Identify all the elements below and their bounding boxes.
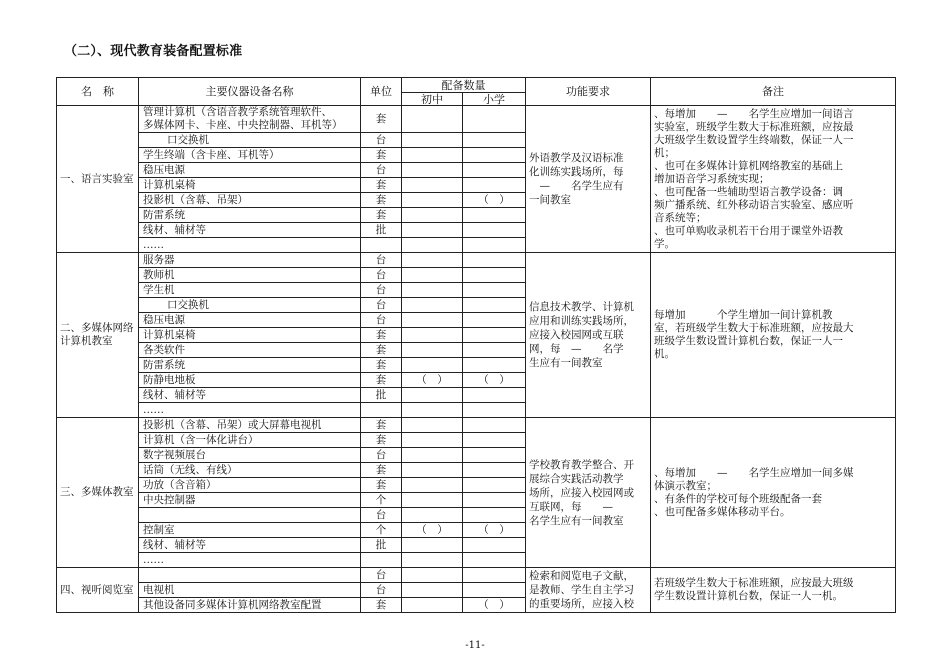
remark-line: 、每增加 — 名学生应增加一间语言 — [654, 107, 854, 120]
junior-quantity-cell — [402, 313, 463, 328]
primary-quantity-cell — [463, 223, 526, 238]
primary-quantity-cell — [463, 388, 526, 403]
junior-quantity-cell — [402, 493, 463, 508]
remark-line: 、也可配备一些辅助型语言教学设备：调 — [654, 185, 843, 198]
equipment-item-line: 中央控制器 — [143, 493, 196, 506]
unit-cell: 台 — [361, 253, 402, 268]
remark-line: 每增加 个学生增加一间计算机教 — [654, 309, 833, 321]
header-function: 功能要求 — [526, 78, 651, 106]
equipment-item — [139, 403, 361, 418]
primary-quantity-cell — [463, 133, 526, 148]
primary-quantity-cell: （ ） — [463, 193, 526, 208]
primary-quantity-cell — [463, 268, 526, 283]
unit-cell: 台 — [361, 508, 402, 523]
header-junior: 初中 — [402, 93, 463, 106]
primary-quantity-cell — [463, 508, 526, 523]
unit-cell: 套 — [361, 598, 402, 613]
equipment-item — [139, 298, 361, 313]
unit-cell: 台 — [361, 298, 402, 313]
remark-line: 、也可配备多媒体移动平台。 — [654, 505, 791, 518]
junior-quantity-cell — [402, 448, 463, 463]
equipment-item-line: 防雷系统 — [143, 208, 185, 221]
junior-quantity-cell — [402, 508, 463, 523]
primary-quantity-cell: （ ） — [463, 598, 526, 613]
unit-cell: 台 — [361, 268, 402, 283]
junior-quantity-cell — [402, 328, 463, 343]
unit-cell: 套 — [361, 208, 402, 223]
unit-cell: 台 — [361, 283, 402, 298]
remark-line: 班级学生数设置计算机台数，保证一人一 — [654, 335, 843, 347]
junior-quantity-cell — [402, 238, 463, 253]
equipment-item — [139, 238, 361, 253]
header-quantity: 配备数量 — [402, 78, 526, 93]
function-line: 场所，应接入校园网或 — [529, 486, 634, 499]
primary-quantity-cell — [463, 583, 526, 598]
unit-cell: 套 — [361, 178, 402, 193]
header-primary: 小学 — [463, 93, 526, 106]
remark-line: 、有条件的学校可每个班级配备一套 — [654, 492, 822, 505]
primary-quantity-cell — [463, 298, 526, 313]
unit-cell: 套 — [361, 148, 402, 163]
unit-cell: 台 — [361, 448, 402, 463]
equipment-item-line: 投影机（含幕、吊架） — [143, 193, 248, 206]
unit-cell: 台 — [361, 583, 402, 598]
equipment-item-line: 话筒（无线、有线） — [143, 463, 238, 476]
junior-quantity-cell — [402, 358, 463, 373]
primary-quantity-cell — [463, 568, 526, 583]
function-requirement — [526, 568, 651, 613]
equipment-item-line: 管理计算机（含语音教学系统管理软件、 — [143, 106, 332, 118]
primary-quantity-cell — [463, 433, 526, 448]
unit-cell: 套 — [361, 343, 402, 358]
equipment-item-line: 线材、辅材等 — [143, 223, 206, 236]
equipment-item-line: 线材、辅材等 — [143, 538, 206, 551]
equipment-item — [139, 583, 361, 598]
table-body — [57, 106, 896, 613]
remark-line: 机； — [654, 146, 675, 159]
equipment-item — [139, 568, 361, 583]
junior-quantity-cell — [402, 598, 463, 613]
primary-quantity-cell — [463, 493, 526, 508]
unit-cell: 批 — [361, 223, 402, 238]
junior-quantity-cell — [402, 343, 463, 358]
header-unit: 单位 — [361, 78, 402, 106]
equipment-item-line: 服务器 — [143, 253, 175, 266]
equipment-item-line: 口交换机 — [167, 133, 209, 146]
page-heading: （二）、现代教育装备配置标准 — [64, 44, 243, 59]
section-name: 一、语言实验室 — [57, 106, 139, 253]
primary-quantity-cell — [463, 283, 526, 298]
unit-cell: 个 — [361, 493, 402, 508]
unit-cell — [361, 553, 402, 568]
equipment-item — [139, 448, 361, 463]
junior-quantity-cell — [402, 418, 463, 433]
unit-cell: 套 — [361, 106, 402, 133]
junior-quantity-cell — [402, 163, 463, 178]
primary-quantity-cell — [463, 448, 526, 463]
primary-quantity-cell — [463, 343, 526, 358]
function-line: 信息技术教学、计算机 — [529, 301, 634, 313]
equipment-item — [139, 208, 361, 223]
junior-quantity-cell — [402, 223, 463, 238]
function-line: 是教师、学生自主学习 — [529, 584, 634, 596]
remark-line: 音系统等； — [654, 211, 707, 224]
primary-quantity-cell — [463, 148, 526, 163]
equipment-item-line: 投影机（含幕、吊架）或大屏幕电视机 — [143, 418, 322, 431]
remark-line: 、每增加 — 名学生应增加一间多媒 — [654, 466, 854, 479]
unit-cell: 台 — [361, 313, 402, 328]
equipment-item — [139, 163, 361, 178]
junior-quantity-cell — [402, 388, 463, 403]
section-name: 二、多媒体网络计算机教室 — [57, 253, 139, 418]
primary-quantity-cell — [463, 553, 526, 568]
header-name: 名 称 — [57, 78, 139, 106]
equipment-item-line: 计算机桌椅 — [143, 178, 196, 191]
equipment-item — [139, 283, 361, 298]
equipment-item — [139, 328, 361, 343]
table-row — [57, 106, 896, 133]
primary-quantity-cell — [463, 208, 526, 223]
primary-quantity-cell: （ ） — [463, 373, 526, 388]
unit-cell: 套 — [361, 373, 402, 388]
junior-quantity-cell — [402, 433, 463, 448]
remark-line: 学。 — [654, 237, 675, 250]
unit-cell: 批 — [361, 388, 402, 403]
equipment-item — [139, 523, 361, 538]
primary-quantity-cell: （ ） — [463, 523, 526, 538]
equipment-item-line: 其他设备同多媒体计算机网络教室配置 — [143, 598, 322, 611]
equipment-item-line: 计算机桌椅 — [143, 328, 196, 341]
function-line: 化训练实践场所，每 — [529, 166, 624, 178]
equipment-item-line: 控制室 — [143, 523, 175, 536]
equipment-item-line: …… — [143, 553, 164, 566]
equipment-item-line: 功放（含音箱） — [143, 478, 217, 491]
primary-quantity-cell — [463, 358, 526, 373]
equipment-item — [139, 268, 361, 283]
remark-line: 学生数设置计算机台数，保证一人一机。 — [654, 590, 843, 602]
junior-quantity-cell — [402, 268, 463, 283]
table-row — [57, 568, 896, 583]
junior-quantity-cell — [402, 208, 463, 223]
remarks — [651, 418, 896, 568]
unit-cell: 台 — [361, 133, 402, 148]
primary-quantity-cell — [463, 418, 526, 433]
unit-cell: 个 — [361, 523, 402, 538]
equipment-item — [139, 193, 361, 208]
function-line: 应接入校园网或互联 — [529, 329, 624, 341]
unit-cell: 套 — [361, 433, 402, 448]
junior-quantity-cell — [402, 478, 463, 493]
junior-quantity-cell — [402, 283, 463, 298]
function-requirement — [526, 106, 651, 253]
junior-quantity-cell — [402, 133, 463, 148]
function-requirement — [526, 418, 651, 568]
primary-quantity-cell — [463, 106, 526, 133]
equipment-item — [139, 553, 361, 568]
unit-cell: 套 — [361, 193, 402, 208]
junior-quantity-cell: （ ） — [402, 523, 463, 538]
equipment-item-line: 数字视频展台 — [143, 448, 206, 461]
function-line: — 名学生应有 — [529, 180, 624, 192]
junior-quantity-cell: （ ） — [402, 373, 463, 388]
section-name: 三、多媒体教室 — [57, 418, 139, 568]
equipment-item-line: 口交换机 — [167, 298, 209, 311]
junior-quantity-cell — [402, 193, 463, 208]
function-line: 的重要场所，应接入校 — [529, 598, 634, 610]
equipment-item — [139, 223, 361, 238]
primary-quantity-cell — [463, 238, 526, 253]
primary-quantity-cell — [463, 403, 526, 418]
junior-quantity-cell — [402, 568, 463, 583]
unit-cell: 批 — [361, 538, 402, 553]
remark-line: 、也可单购收录机若干台用于课堂外语教 — [654, 224, 843, 237]
equipment-item-line: 计算机（含一体化讲台） — [143, 433, 259, 446]
function-line: 网，每 — 名学 — [529, 343, 624, 355]
equipment-item-line: 防雷系统 — [143, 358, 185, 371]
function-line: 生应有一间教室 — [529, 357, 603, 369]
junior-quantity-cell — [402, 148, 463, 163]
equipment-item — [139, 433, 361, 448]
unit-cell — [361, 238, 402, 253]
unit-cell: 台 — [361, 163, 402, 178]
equipment-item — [139, 148, 361, 163]
equipment-item-line: 学生终端（含卡座、耳机等） — [143, 148, 280, 161]
junior-quantity-cell — [402, 553, 463, 568]
unit-cell: 套 — [361, 418, 402, 433]
unit-cell: 套 — [361, 358, 402, 373]
equipment-item — [139, 418, 361, 433]
equipment-item — [139, 313, 361, 328]
equipment-item — [139, 373, 361, 388]
table-row — [57, 418, 896, 433]
section-name: 四、视听阅览室 — [57, 568, 139, 613]
unit-cell: 套 — [361, 463, 402, 478]
primary-quantity-cell — [463, 313, 526, 328]
equipment-item-line: …… — [143, 238, 164, 251]
unit-cell: 台 — [361, 568, 402, 583]
junior-quantity-cell — [402, 583, 463, 598]
equipment-item-line: …… — [143, 403, 164, 416]
remarks — [651, 253, 896, 418]
equipment-item — [139, 538, 361, 553]
equipment-item — [139, 478, 361, 493]
junior-quantity-cell — [402, 178, 463, 193]
remark-line: 频广播系统、红外移动语言实验室、感应听 — [654, 198, 854, 211]
remark-line: 体演示教室； — [654, 479, 717, 492]
remark-line: 、也可在多媒体计算机网络教室的基础上 — [654, 159, 843, 172]
equipment-item — [139, 388, 361, 403]
remark-line: 大班级学生数设置学生终端数，保证一人一 — [654, 133, 854, 146]
unit-cell: 套 — [361, 328, 402, 343]
junior-quantity-cell — [402, 538, 463, 553]
equipment-standard-table — [56, 77, 896, 613]
primary-quantity-cell — [463, 178, 526, 193]
equipment-item — [139, 358, 361, 373]
function-line: 应用和训练实践场所， — [529, 315, 634, 327]
equipment-item — [139, 463, 361, 478]
function-line: 互联网，每 — — [529, 500, 613, 513]
primary-quantity-cell — [463, 328, 526, 343]
unit-cell — [361, 403, 402, 418]
equipment-item-line: 线材、辅材等 — [143, 388, 206, 401]
remark-line: 增加语音学习系统实现； — [654, 172, 770, 185]
primary-quantity-cell — [463, 538, 526, 553]
equipment-item-line: 教师机 — [143, 268, 175, 281]
remarks — [651, 106, 896, 253]
equipment-item-line: 学生机 — [143, 283, 175, 296]
equipment-item-line: 稳压电源 — [143, 163, 185, 176]
remarks — [651, 568, 896, 613]
equipment-item-line: 稳压电源 — [143, 313, 185, 326]
equipment-item — [139, 178, 361, 193]
function-line: 名学生应有一间教室 — [529, 514, 624, 527]
equipment-item — [139, 493, 361, 508]
equipment-item-line: 各类软件 — [143, 343, 185, 356]
equipment-item — [139, 508, 361, 523]
function-requirement — [526, 253, 651, 418]
equipment-item — [139, 253, 361, 268]
unit-cell: 套 — [361, 478, 402, 493]
function-line: 外语教学及汉语标准 — [529, 152, 624, 164]
remark-line: 实验室，班级学生数大于标准班额，应按最 — [654, 120, 854, 133]
equipment-item — [139, 598, 361, 613]
equipment-item — [139, 106, 361, 133]
header-remarks: 备注 — [651, 78, 896, 106]
equipment-item-line: 多媒体网卡、卡座、中央控制器、耳机等） — [143, 119, 343, 131]
junior-quantity-cell — [402, 253, 463, 268]
junior-quantity-cell — [402, 106, 463, 133]
equipment-item — [139, 343, 361, 358]
function-line: 检索和阅览电子文献， — [529, 570, 634, 582]
equipment-item-line: 防静电地板 — [143, 373, 196, 386]
junior-quantity-cell — [402, 298, 463, 313]
function-line: 学校教育教学整合、开 — [529, 458, 634, 471]
function-line: 一间教室 — [529, 194, 571, 206]
equipment-item — [139, 133, 361, 148]
junior-quantity-cell — [402, 403, 463, 418]
primary-quantity-cell — [463, 253, 526, 268]
header-equipment: 主要仪器设备名称 — [139, 78, 361, 106]
table-row — [57, 253, 896, 268]
remark-line: 室，若班级学生数大于标准班额，应按最大 — [654, 322, 854, 334]
page-number: -11- — [465, 640, 485, 651]
primary-quantity-cell — [463, 163, 526, 178]
junior-quantity-cell — [402, 463, 463, 478]
function-line: 展综合实践活动教学 — [529, 472, 624, 485]
equipment-item-line: 电视机 — [143, 583, 175, 596]
primary-quantity-cell — [463, 463, 526, 478]
remark-line: 若班级学生数大于标准班额，应按最大班级 — [654, 577, 854, 589]
primary-quantity-cell — [463, 478, 526, 493]
remark-line: 机。 — [654, 348, 675, 360]
